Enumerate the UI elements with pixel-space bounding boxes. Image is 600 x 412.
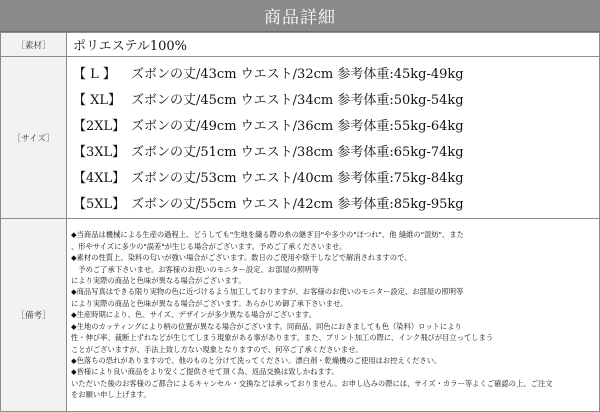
material-value: ポリエステル100% — [73, 39, 187, 54]
size-list — [67, 57, 600, 219]
spec-table — [0, 32, 600, 412]
size-tag: 【2XL】 — [73, 119, 126, 134]
size-detail: ズボンの丈/49cm ウエスト/36cm 参考体重:55kg-64kg — [131, 119, 464, 134]
size-row-xl — [73, 86, 599, 112]
size-label: ［サイズ］ — [1, 57, 67, 219]
size-row-l — [73, 60, 599, 86]
material-label: ［素材］ — [1, 33, 67, 57]
size-tag: 【 L 】 — [73, 67, 116, 82]
note-line: により実際の商品と色味が異なる場合がございます。あらかじめ御了承下さいませ。 — [71, 298, 348, 308]
note-line: ◆生地のカッティングにより柄の位置が異なる場合がございます。同商品、同色におきましても色（染料）ロットにより — [71, 321, 462, 331]
note-line: ◆当商品は機械による生産の過程上、どうしても"生地を織る際の糸の継ぎ目"や多少の"ほつれ"、他 縫維の"混紡"、また — [71, 230, 464, 240]
size-detail: ズボンの丈/45cm ウエスト/34cm 参考体重:50kg-54kg — [131, 93, 464, 108]
material-row — [1, 33, 600, 57]
note-line: いただいた後のお客様のご都合によるキャンセル・交換などは承っておりません。お申し込みの際には、サイズ・カラー等よくご確認の上、ご注文 — [71, 378, 553, 388]
material-value-cell — [67, 33, 600, 57]
size-detail: ズボンの丈/43cm ウエスト/32cm 参考体重:45kg-49kg — [131, 67, 464, 82]
note-line: ◆商品写真はできる限り実物の色に近づけるよう加工しておりますが、お客様のお使いのモニター設定、お部屋の照明等 — [71, 287, 464, 297]
size-detail: ズボンの丈/53cm ウエスト/40cm 参考体重:75kg-84kg — [131, 171, 464, 186]
size-row-5xl — [73, 190, 599, 216]
notes-label: ［備考］ — [1, 219, 67, 412]
notes-section-row — [1, 219, 600, 412]
title-bar — [0, 0, 600, 32]
note-line: により実際の商品と色味が異なる場合がございます。 — [71, 276, 246, 286]
note-line: ◆色落ちの恐れがありますので、他のものと分けて洗ってください。漂白剤・乾燥機のご使用はお控えください。 — [71, 355, 442, 365]
size-row-2xl — [73, 112, 599, 138]
note-line: 予めご了承下さいませ。お客様のお使いのモニター設定、お部屋の照明等 — [71, 264, 319, 274]
note-line: ◆生産時期により、色、サイズ、デザインが多少異なる場合がございます。 — [71, 310, 316, 320]
note-line: をお願い申し上げます。 — [71, 390, 151, 400]
note-line: ことがございますが、手法上致し方ない現象となりますので、何卒ご了承くださいませ。 — [71, 344, 363, 354]
note-line: 、形やサイズに多少の"誤差"が生じる場合がございます。予めご了承くださいませ。 — [71, 241, 347, 251]
size-tag: 【5XL】 — [73, 197, 126, 212]
notes-body — [67, 219, 600, 412]
size-detail: ズボンの丈/51cm ウエスト/38cm 参考体重:65kg-74kg — [131, 145, 464, 160]
size-tag: 【4XL】 — [73, 171, 126, 186]
size-row-4xl — [73, 164, 599, 190]
size-tag: 【 XL】 — [73, 93, 122, 108]
note-line: 性・伸び率、裁断上ずれなどが生じてしまう現象がある事があります。また、プリント加工の際に、インク飛びが目立ってしまう — [71, 333, 494, 343]
note-line: ◆皆様により良い商品をより安くご提供させて頂く為、返品交換は致しかねます。 — [71, 367, 339, 377]
size-detail: ズボンの丈/55cm ウエスト/42cm 参考体重:85kg-95kg — [131, 197, 464, 212]
page-title: 商品詳細 — [264, 8, 336, 28]
size-tag: 【3XL】 — [73, 145, 126, 160]
size-section-row — [1, 57, 600, 219]
size-row-3xl — [73, 138, 599, 164]
note-line: ◆素材の性質上、染料の匂いが強い場合がございます。数日のご使用や陰干しなどで解消されますので、 — [71, 253, 412, 263]
